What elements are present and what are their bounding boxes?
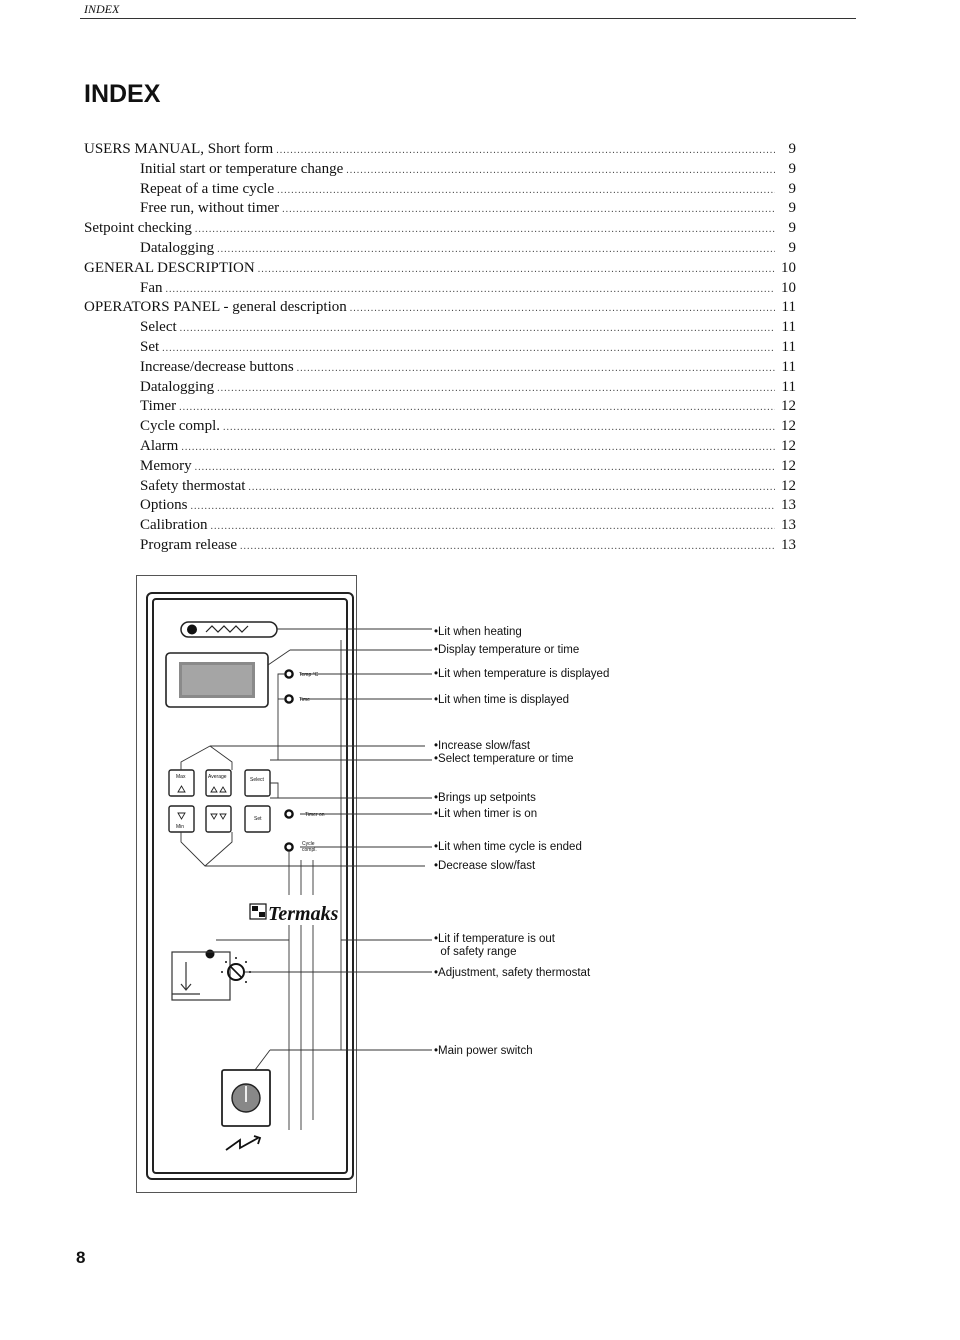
callout-brings-up: •Brings up setpoints	[434, 792, 536, 804]
button-decrease	[206, 806, 231, 832]
label-timer-on: Timer on	[305, 812, 325, 818]
main-power-switch	[222, 1070, 270, 1126]
callout-lit-heating: •Lit when heating	[434, 626, 522, 638]
toc-entry-page: 13	[781, 536, 796, 553]
toc-entry-label: Alarm	[140, 437, 179, 454]
toc-entry-label: Cycle compl.	[140, 418, 220, 435]
toc-entry-page: 13	[781, 497, 796, 514]
brand-logo-text: Termaks	[268, 903, 339, 925]
callout-lit-timer: •Lit when timer is on	[434, 808, 538, 820]
toc-entry-page: 13	[781, 517, 796, 534]
toc-entry-label: Free run, without timer	[140, 200, 280, 217]
callout-lit-cycle: •Lit when time cycle is ended	[434, 841, 582, 853]
display-window	[166, 653, 268, 707]
toc-entry-label: Datalogging	[140, 378, 215, 395]
toc-entry-page: 11	[781, 299, 796, 316]
label-cycle: Cycle	[302, 841, 315, 847]
toc-entry-label: Options	[140, 497, 188, 514]
page-number: 8	[76, 1248, 86, 1267]
thermostat-circuit	[172, 952, 230, 1000]
toc-entry-label: Memory	[140, 457, 192, 474]
toc-entry-label: USERS MANUAL, Short form	[84, 141, 274, 157]
toc-entry-page: 9	[788, 200, 796, 217]
label-select: Select	[250, 777, 264, 783]
toc-entry-page: 10	[781, 259, 796, 276]
label-time: Time	[299, 697, 310, 703]
toc-entry-page: 11	[781, 358, 796, 375]
toc-entry-label: Increase/decrease buttons	[140, 358, 294, 375]
timer-led	[285, 810, 292, 817]
toc-entry-page: 9	[788, 239, 796, 256]
toc-entry-page: 12	[781, 398, 796, 415]
toc-entry-page: 12	[781, 437, 796, 454]
toc-entry-page: 11	[781, 338, 796, 355]
toc-entry-label: Fan	[140, 279, 163, 296]
brand-logo-mark	[250, 904, 266, 919]
toc-entry-label: Set	[140, 338, 160, 355]
toc-entry-label: Setpoint checking	[84, 220, 192, 237]
callout-display: •Display temperature or time	[434, 644, 580, 656]
label-max: Max	[176, 774, 186, 780]
callout-select-temp: •Select temperature or time	[434, 753, 574, 765]
heating-indicator	[181, 622, 277, 637]
toc-entry-label: Timer	[140, 398, 177, 415]
toc-entry-label: OPERATORS PANEL - general description	[84, 299, 347, 316]
toc-entry-page: 12	[781, 477, 796, 494]
toc-entry-label: Safety thermostat	[140, 477, 246, 494]
page-title: INDEX	[84, 80, 161, 108]
callout-decrease: •Decrease slow/fast	[434, 860, 536, 872]
label-temp: Temp °C	[299, 672, 319, 678]
toc-entry-label: Datalogging	[140, 239, 215, 256]
toc-entry-page: 9	[788, 141, 796, 157]
time-led	[285, 695, 292, 702]
callout-lit-safety: •Lit if temperature is out of safety range	[434, 933, 555, 958]
callout-main-power: •Main power switch	[434, 1045, 533, 1057]
running-head: INDEX	[84, 2, 120, 16]
toc-entry-page: 12	[781, 457, 796, 474]
label-set: Set	[254, 816, 262, 822]
toc-entry-label: Select	[140, 319, 177, 336]
label-min: Min	[176, 824, 185, 830]
label-compl: compl.	[302, 847, 317, 853]
toc-entry-label: GENERAL DESCRIPTION	[84, 259, 255, 276]
callout-lit-temp: •Lit when temperature is displayed	[434, 668, 610, 680]
toc-entry-page: 9	[788, 220, 796, 237]
callout-lit-time: •Lit when time is displayed	[434, 694, 570, 706]
toc-entry-page: 9	[788, 180, 796, 197]
temp-led	[285, 670, 292, 677]
toc-entry-label: Initial start or temperature change	[140, 160, 344, 177]
toc-entry-label: Repeat of a time cycle	[140, 180, 275, 197]
toc-entry-page: 9	[788, 160, 796, 177]
safety-led	[206, 950, 215, 959]
callout-increase: •Increase slow/fast	[434, 740, 531, 752]
label-average: Average	[208, 774, 227, 780]
toc-entry-label: Program release	[140, 536, 238, 553]
toc-entry-page: 11	[781, 378, 796, 395]
toc-entry-page: 11	[781, 319, 796, 336]
safety-thermostat-dial	[221, 957, 251, 983]
callout-leader-lines	[216, 629, 432, 1130]
toc-entry-page: 12	[781, 418, 796, 435]
toc-entry-label: Calibration	[140, 517, 208, 534]
toc-entry-page: 10	[781, 279, 796, 296]
callout-adjustment: •Adjustment, safety thermostat	[434, 967, 591, 979]
power-symbol-icon	[226, 1136, 260, 1150]
cycle-led	[285, 843, 292, 850]
button-select	[245, 770, 270, 796]
